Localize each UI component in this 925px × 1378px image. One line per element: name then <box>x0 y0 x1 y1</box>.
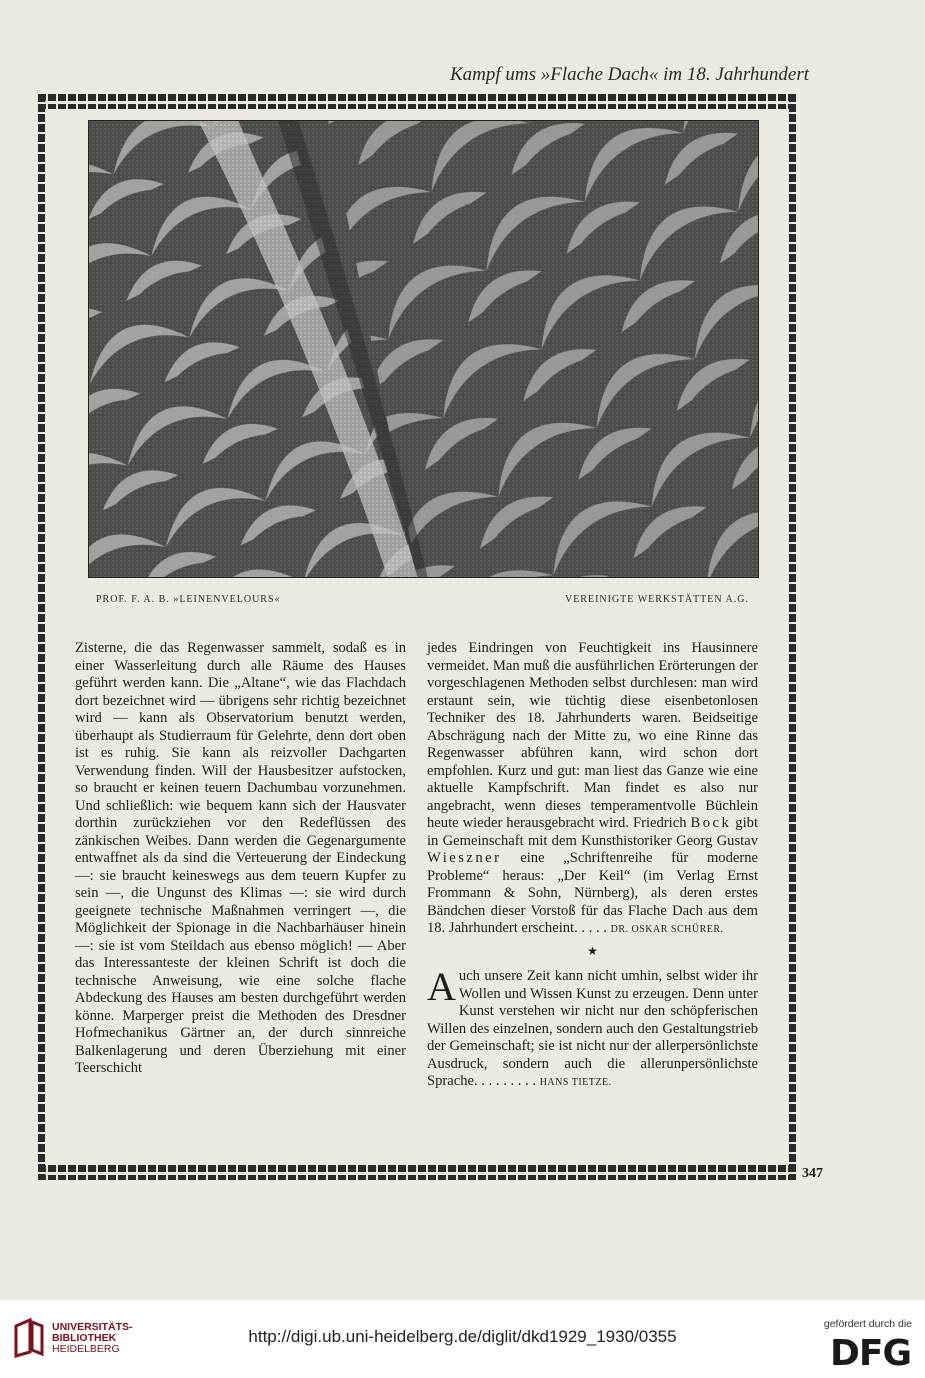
fabric-photograph <box>88 120 759 578</box>
decorative-border-top-inner <box>38 104 796 109</box>
author-name-wieszner: Wieszner <box>427 850 502 866</box>
dfg-logo: DFG <box>829 1333 911 1374</box>
drop-cap: A <box>427 964 456 1009</box>
article-column-right <box>427 640 758 1092</box>
paragraph: Zisterne, die das Regenwasser sammelt, sodaß es in einer Wasserleitung durch alle Räume des Hauses geführt werden kann. Die „Altane“, wie das Flachdach dort bezeichnet wird — übrigens sehr richtig bezeichnet wird — kann als Observatorium benutzt werden, überhaupt als Studierraum für Gelehrte, denn dort oben ist es ruhig. Sie kann als reizvoller Dachgarten Verwendung finden. Will der Hausbesitzer aufstocken, so braucht er keinen teuern Dachumbau vorzunehmen. Und schließlich: wie bequem kann sich der Hausvater dorthin zurückziehen vor den Redeflüssen des zänkischen Weibes. Dann werden die Gegenargumente entwaffnet als da sind die Verteuerung der Eindeckung —: sie braucht keineswegs aus dem teuern Kupfer zu sein —, die Ungunst des Klimas —: sie wird durch geeignete technische Maßnahmen verringert —, die Möglichkeit der Spionage in die Nachbarhäuser hinein —: sie ist vom Steildach aus ebenso möglich! — Aber das Interessanteste der kleinen Schrift ist doch die technische Anweisung, wie eine solche flache Abdeckung des Hauses am besten durchgeführt werden könne. Marperger preist die Methoden des Dresdner Hofmechanikus Gärtner an, der durch sinnreiche Balkenlagerung und deren Überziehung mit einer Teerschicht <box>75 640 406 1076</box>
article-column-left <box>75 640 406 1078</box>
signature: DR. OSKAR SCHÜRER. <box>610 924 724 935</box>
paragraph <box>427 964 758 1092</box>
decorative-border-bottom-inner <box>38 1175 796 1180</box>
figure-caption-title: PROF. F. A. B. »LEINENVELOURS« <box>96 594 281 605</box>
figure-caption-credit: VEREINIGTE WERKSTÄTTEN A.G. <box>564 594 749 605</box>
decorative-border-bottom <box>38 1165 796 1172</box>
paragraph <box>427 640 758 939</box>
text: uch unsere Zeit kann nicht umhin, selbst wider ihr Wollen und Wissen Kunst zu erzeugen. Denn unter Kunst verstehen wir nicht nur den schöpferischen Willen des einzelnen, sondern auch den Gestaltungstrieb der Gemeinschaft; sie ist nicht nur der allerpersönlichste Ausdruck, sondern auch die allerunpersönlichste Sprache. . . . . . . . . <box>427 968 758 1089</box>
decorative-border-left <box>38 94 45 1180</box>
signature: HANS TIETZE. <box>539 1077 612 1088</box>
decorative-border-top <box>38 94 796 101</box>
page-number: 347 <box>802 1166 823 1181</box>
text: gibt in Gemeinschaft mit dem Kunsthistoriker Georg Gustav <box>427 815 758 849</box>
sponsor-note: gefördert durch die <box>823 1318 912 1330</box>
institution-line: UNIVERSITÄTS- <box>52 1321 133 1333</box>
decorative-border-right <box>789 94 796 1180</box>
author-name-bock: Bock <box>690 815 732 831</box>
text: eine „Schriftenreihe für moderne Probleme“ heraus: „Der Keil“ (im Verlag Ernst Frommann & Sohn, Nürnberg), als deren erstes Bändchen dieser Vorstoß für das Flache Dach aus dem 18. Jahrhundert erscheint. . . . . <box>427 850 758 936</box>
institution-line: BIBLIOTHEK <box>52 1332 117 1344</box>
institution-line: HEIDELBERG <box>52 1343 120 1355</box>
section-separator: ★ <box>587 943 598 958</box>
text: jedes Eindringen von Feuchtigkeit ins Hausinnere vermeidet. Man muß die ausführlichen Erörterungen der vorgeschlagenen Methoden selbst durchlesen: man wird erstaunt sein, wie tüchtig diese eisenbetonlosen Techniker des 18. Jahrhunderts waren. Beidseitige Abschrägung nach der Mitte zu, wo eine Rinne das Regenwasser abführen kann, wird schon dort empfohlen. Kurz und gut: man liest das Ganze wie eine aktuelle Kampfschrift. Man findet es also nur angebracht, wenn dieses temperamentvolle Büchlein heute wieder herausgebracht wird. Friedrich <box>427 640 758 831</box>
running-title: Kampf ums »Flache Dach« im 18. Jahrhundert <box>449 64 809 85</box>
source-url-link[interactable]: http://digi.ub.uni-heidelberg.de/diglit/dkd1929_1930/0355 <box>248 1327 677 1346</box>
